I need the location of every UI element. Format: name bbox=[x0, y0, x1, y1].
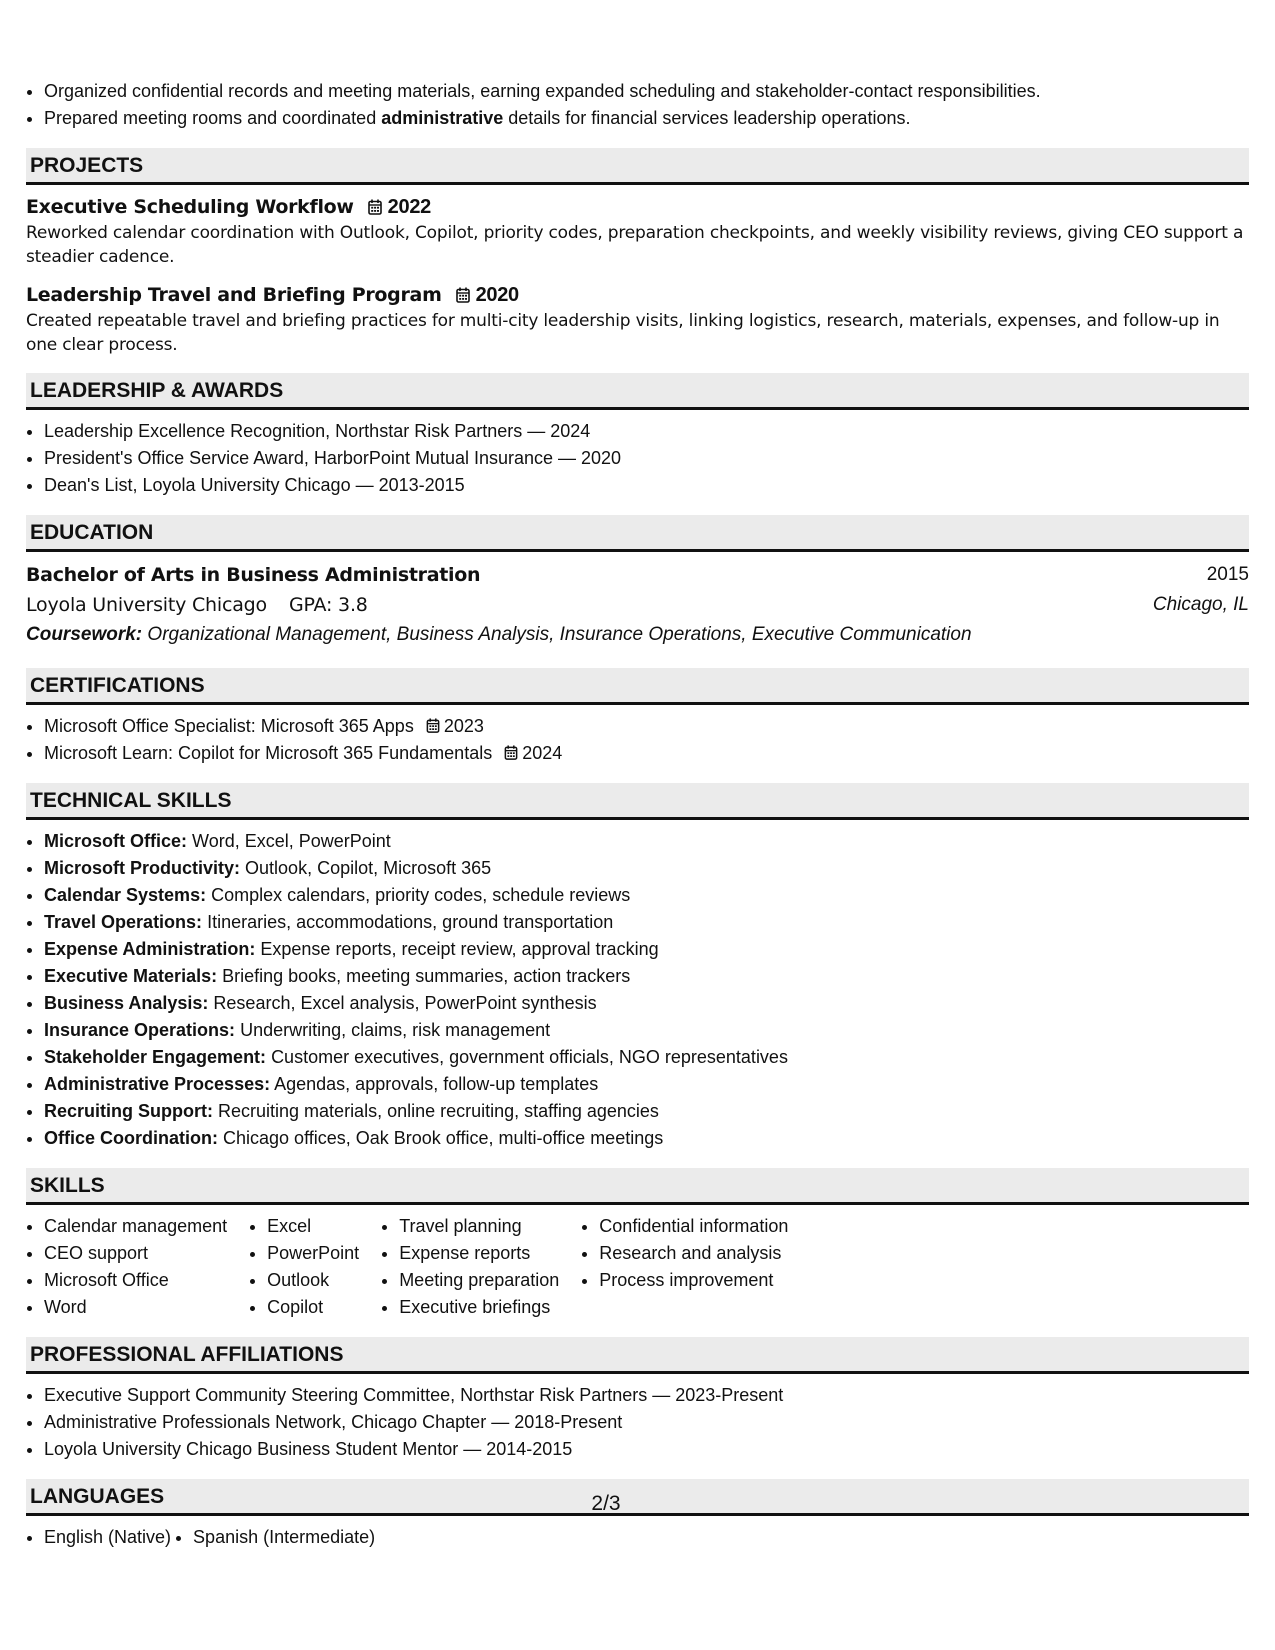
list-item: • Insurance Operations: Underwriting, claims, risk management bbox=[44, 1017, 1249, 1044]
list-item: • English (Native) bbox=[44, 1524, 171, 1551]
list-item: • Microsoft Productivity: Outlook, Copilot, Microsoft 365 bbox=[44, 855, 1249, 882]
skills-column bbox=[381, 1213, 559, 1321]
list-item: • Excel bbox=[267, 1213, 359, 1240]
list-item: • Business Analysis: Research, Excel analysis, PowerPoint synthesis bbox=[44, 990, 1249, 1017]
section-heading-affiliations: PROFESSIONAL AFFILIATIONS bbox=[26, 1337, 1249, 1374]
section-heading-certifications: CERTIFICATIONS bbox=[26, 668, 1249, 705]
list-item bbox=[44, 740, 1249, 767]
skills-column bbox=[249, 1213, 359, 1321]
project-title: Leadership Travel and Briefing Program bbox=[26, 284, 442, 306]
project-item bbox=[26, 281, 1249, 357]
list-item bbox=[44, 713, 1249, 740]
list-item: • President's Office Service Award, HarborPoint Mutual Insurance — 2020 bbox=[44, 445, 1249, 472]
section-heading-education: EDUCATION bbox=[26, 515, 1249, 552]
skills-columns bbox=[26, 1213, 1249, 1321]
technical-skills-list bbox=[26, 828, 1249, 1152]
certification-name: Microsoft Office Specialist: Microsoft 365 Apps bbox=[44, 716, 414, 736]
list-item: • Expense Administration: Expense reports, receipt review, approval tracking bbox=[44, 936, 1249, 963]
list-item: • Dean's List, Loyola University Chicago — 2013-2015 bbox=[44, 472, 1249, 499]
section-heading-projects: PROJECTS bbox=[26, 148, 1249, 185]
list-item: • Recruiting Support: Recruiting materials, online recruiting, staffing agencies bbox=[44, 1098, 1249, 1125]
list-item: • Outlook bbox=[267, 1267, 359, 1294]
calendar-icon bbox=[368, 199, 382, 215]
experience-bullets bbox=[26, 78, 1249, 132]
list-item: • Administrative Processes: Agendas, approvals, follow-up templates bbox=[44, 1071, 1249, 1098]
education-entry bbox=[26, 560, 1249, 650]
list-item: • Administrative Professionals Network, Chicago Chapter — 2018-Present bbox=[44, 1409, 1249, 1436]
project-description: Created repeatable travel and briefing practices for multi-city leadership visits, linking logistics, research, materials, expenses, and follow-up in one clear process. bbox=[26, 311, 1220, 355]
list-item: • Microsoft Office: Word, Excel, PowerPoint bbox=[44, 828, 1249, 855]
list-item: • Travel Operations: Itineraries, accommodations, ground transportation bbox=[44, 909, 1249, 936]
certification-year: 2024 bbox=[522, 743, 563, 763]
resume-page bbox=[26, 78, 1249, 1551]
calendar-icon bbox=[504, 745, 518, 760]
project-item bbox=[26, 193, 1249, 269]
list-item: • Research and analysis bbox=[599, 1240, 788, 1267]
project-description: Reworked calendar coordination with Outlook, Copilot, priority codes, preparation checkpoints, and weekly visibility reviews, giving CEO support a steadier cadence. bbox=[26, 223, 1244, 267]
languages-list bbox=[26, 1524, 1249, 1551]
list-item: • Process improvement bbox=[599, 1267, 788, 1294]
section-heading-skills: SKILLS bbox=[26, 1168, 1249, 1205]
certification-name: Microsoft Learn: Copilot for Microsoft 365 Fundamentals bbox=[44, 743, 493, 763]
list-item: • Meeting preparation bbox=[399, 1267, 559, 1294]
degree: Bachelor of Arts in Business Administration bbox=[26, 564, 481, 586]
gpa: GPA: 3.8 bbox=[288, 594, 368, 616]
list-item: • Microsoft Office bbox=[44, 1267, 227, 1294]
section-heading-awards: LEADERSHIP & AWARDS bbox=[26, 373, 1249, 410]
coursework bbox=[26, 620, 1249, 650]
list-item: • Loyola University Chicago Business Student Mentor — 2014-2015 bbox=[44, 1436, 1249, 1463]
list-item: • Stakeholder Engagement: Customer executives, government officials, NGO representatives bbox=[44, 1044, 1249, 1071]
list-item: • Prepared meeting rooms and coordinated administrative details for financial services leadership operations. bbox=[44, 105, 1249, 132]
skills-column bbox=[581, 1213, 788, 1321]
affiliations-list bbox=[26, 1382, 1249, 1463]
list-item: • Expense reports bbox=[399, 1240, 559, 1267]
list-item: • Executive Support Community Steering Committee, Northstar Risk Partners — 2023-Present bbox=[44, 1382, 1249, 1409]
section-heading-technical-skills: TECHNICAL SKILLS bbox=[26, 783, 1249, 820]
list-item: • PowerPoint bbox=[267, 1240, 359, 1267]
list-item: • Calendar Systems: Complex calendars, priority codes, schedule reviews bbox=[44, 882, 1249, 909]
awards-list bbox=[26, 418, 1249, 499]
list-item: • Leadership Excellence Recognition, Northstar Risk Partners — 2024 bbox=[44, 418, 1249, 445]
graduation-year: 2015 bbox=[1206, 564, 1249, 585]
page-number: 2/3 bbox=[591, 1492, 621, 1515]
list-item: • Office Coordination: Chicago offices, Oak Brook office, multi-office meetings bbox=[44, 1125, 1249, 1152]
project-year: 2022 bbox=[387, 196, 431, 218]
section-heading-languages: LANGUAGES bbox=[26, 1479, 1249, 1516]
list-item: • Copilot bbox=[267, 1294, 359, 1321]
calendar-icon bbox=[456, 287, 470, 303]
list-item: • Calendar management bbox=[44, 1213, 227, 1240]
calendar-icon bbox=[426, 718, 440, 733]
list-item: • Executive briefings bbox=[399, 1294, 559, 1321]
school-name: Loyola University Chicago bbox=[26, 594, 267, 616]
project-year: 2020 bbox=[475, 284, 519, 306]
skills-column bbox=[26, 1213, 227, 1321]
list-item: • Travel planning bbox=[399, 1213, 559, 1240]
list-item: • Executive Materials: Briefing books, meeting summaries, action trackers bbox=[44, 963, 1249, 990]
list-item: • Confidential information bbox=[599, 1213, 788, 1240]
list-item: • CEO support bbox=[44, 1240, 227, 1267]
list-item: • Organized confidential records and meeting materials, earning expanded scheduling and stakeholder-contact responsibilities. bbox=[44, 78, 1249, 105]
list-item: • Spanish (Intermediate) bbox=[193, 1524, 375, 1551]
certification-year: 2023 bbox=[443, 716, 484, 736]
school-location: Chicago, IL bbox=[1152, 594, 1249, 615]
coursework-list: Organizational Management, Business Analysis, Insurance Operations, Executive Communication bbox=[147, 624, 972, 645]
coursework-label: Coursework: bbox=[26, 624, 143, 645]
list-item: • Word bbox=[44, 1294, 227, 1321]
certifications-list bbox=[26, 713, 1249, 767]
project-title: Executive Scheduling Workflow bbox=[26, 196, 354, 218]
